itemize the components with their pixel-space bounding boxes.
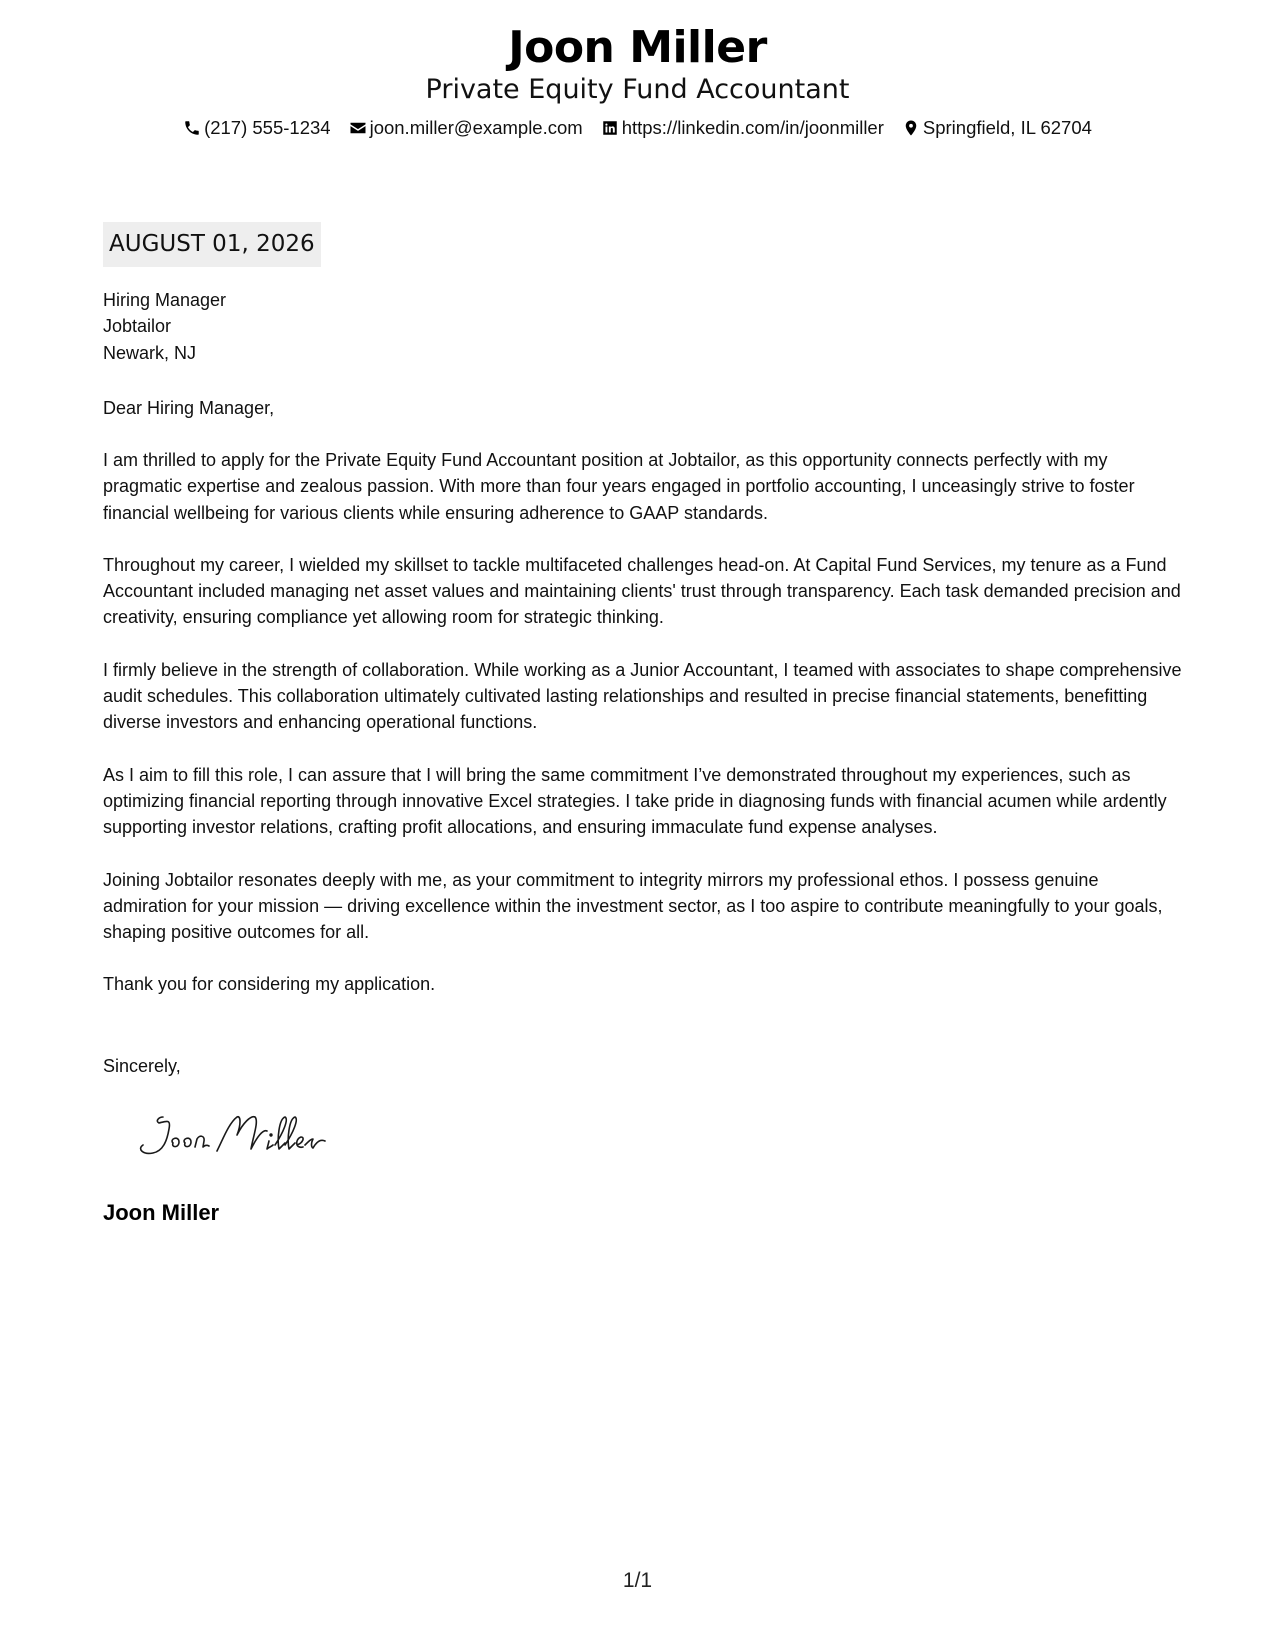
applicant-name: Joon Miller [508, 22, 767, 73]
page-number: 1/1 [622, 1569, 653, 1592]
contact-email[interactable] [349, 116, 583, 140]
closing: Sincerely, [103, 1056, 181, 1076]
greeting: Dear Hiring Manager, [103, 398, 275, 418]
body-paragraph: Throughout my career, I wielded my skillset to tackle multifaceted challenges head-on. At Capital Fund Services, my tenure as a Fund Accountant included managing net asset values and maintaining clients' trust through transparency. Each task demanded precision and creativity, ensuring compliance yet allowing room for strategic thinking. [103, 554, 1181, 628]
body-paragraph: Joining Jobtailor resonates deeply with me, as your commitment to integrity mirrors my professional ethos. I possess genuine admiration for your mission — driving excellence within the investment sector, as I too aspire to contribute meaningfully to your goals, shaping positive outcomes for all. [103, 869, 1163, 943]
body-paragraph: I am thrilled to apply for the Private Equity Fund Accountant position at Jobtailor, as this opportunity connects perfectly with my pragmatic expertise and zealous passion. With more than four years engaged in portfolio accounting, I unceasingly strive to foster financial wellbeing for various clients while ensuring adherence to GAAP standards. [103, 450, 1135, 523]
body-paragraph: As I aim to fill this role, I can assure that I will bring the same commitment I’ve demonstrated throughout my experiences, such as optimizing financial reporting through innovative Excel strategies. I take pride in diagnosing funds with financial acumen while ardently supporting investor relations, crafting profit allocations, and ensuring immaculate fund expense analyses. [103, 764, 1167, 838]
envelope-icon [349, 119, 367, 137]
phone-number: (217) 555-1234 [204, 117, 331, 138]
letter-body [103, 447, 1183, 1024]
body-paragraph: I firmly believe in the strength of collaboration. While working as a Junior Accountant, I teamed with associates to shape comprehensive audit schedules. This collaboration ultimately cultivated lasting relationships and resulted in precise financial statements, benefitting diverse investors and enhancing operational functions. [103, 659, 1182, 733]
recipient-name: Hiring Manager [103, 290, 227, 310]
handwritten-signature [133, 1105, 363, 1165]
email-address[interactable]: joon.miller@example.com [369, 117, 583, 138]
phone-icon [183, 119, 201, 137]
letter-header [0, 22, 1275, 140]
signer-name: Joon Miller [103, 1200, 220, 1225]
recipient-company: Jobtailor [103, 316, 172, 337]
recipient-block [103, 287, 1183, 366]
applicant-job-title: Private Equity Fund Accountant [425, 74, 850, 105]
contact-linkedin[interactable] [601, 116, 884, 140]
linkedin-url[interactable]: https://linkedin.com/in/joonmiller [621, 117, 884, 138]
letter-date: AUGUST 01, 2026 [103, 222, 321, 267]
contact-phone [183, 116, 331, 140]
map-pin-icon [902, 119, 920, 137]
contact-location [902, 116, 1092, 140]
linkedin-icon [601, 119, 619, 137]
contact-info-row [0, 116, 1275, 140]
recipient-location: Newark, NJ [103, 342, 197, 363]
location-text: Springfield, IL 62704 [922, 117, 1092, 138]
body-paragraph: Thank you for considering my application. [103, 974, 436, 995]
